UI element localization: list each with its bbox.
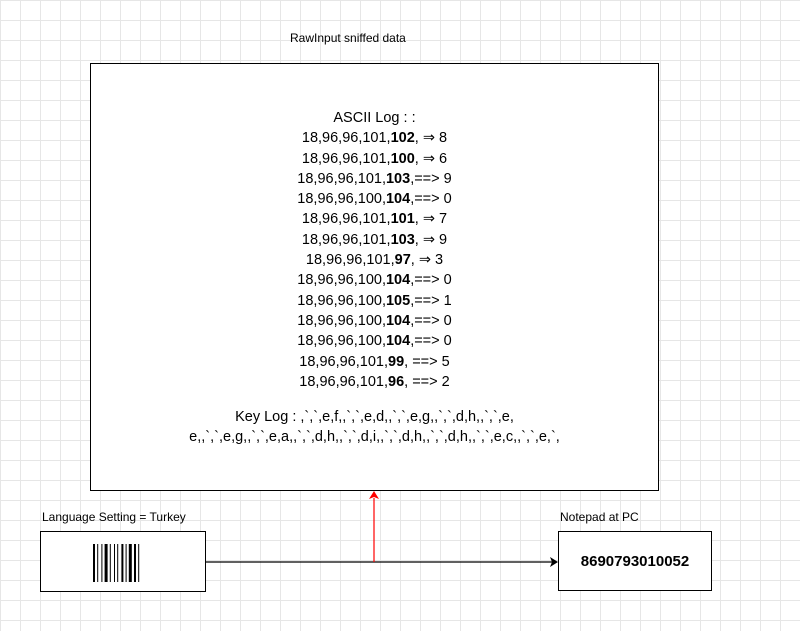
ascii-prefix: 18,96,96,101, (299, 353, 388, 370)
ascii-suffix: , ==> 2 (404, 373, 450, 390)
ascii-code: 99 (388, 353, 405, 370)
ascii-suffix: , ⇒ 3 (410, 252, 444, 269)
ascii-prefix: 18,96,96,100, (297, 292, 386, 309)
ascii-code: 104 (385, 312, 411, 329)
notepad-label: Notepad at PC (560, 510, 639, 524)
ascii-suffix: , ⇒ 7 (414, 211, 448, 228)
ascii-prefix: 18,96,96,100, (297, 333, 386, 350)
ascii-code: 105 (385, 292, 411, 309)
ascii-suffix: ,==> 9 (410, 170, 452, 187)
ascii-suffix: , ⇒ 8 (414, 130, 448, 147)
ascii-prefix: 18,96,96,101, (299, 373, 388, 390)
ascii-code: 104 (385, 272, 411, 289)
ascii-prefix: 18,96,96,101, (301, 211, 391, 228)
ascii-log-heading: ASCII Log : : (333, 110, 416, 126)
ascii-prefix: 18,96,96,100, (297, 312, 386, 329)
ascii-prefix: 18,96,96,100, (297, 191, 386, 208)
ascii-suffix: ,==> 0 (410, 272, 452, 289)
ascii-code: 102 (390, 130, 415, 147)
ascii-suffix: ,==> 0 (410, 333, 452, 350)
ascii-code: 104 (385, 333, 411, 350)
ascii-suffix: , ==> 5 (404, 353, 450, 370)
diagram-title: RawInput sniffed data (290, 31, 406, 45)
ascii-code: 103 (390, 231, 415, 248)
ascii-prefix: 18,96,96,101, (301, 150, 391, 167)
ascii-code: 101 (390, 211, 415, 228)
ascii-code: 100 (390, 150, 415, 167)
ascii-suffix: ,==> 0 (410, 191, 452, 208)
ascii-prefix: 18,96,96,100, (297, 272, 386, 289)
ascii-code: 104 (385, 191, 411, 208)
ascii-prefix: 18,96,96,101, (301, 130, 391, 147)
ascii-code: 97 (394, 252, 411, 269)
ascii-suffix: , ⇒ 6 (414, 150, 448, 167)
language-setting-label: Language Setting = Turkey (42, 510, 186, 524)
notepad-value: 8690793010052 (580, 552, 690, 570)
key-log-line: e,,`,`,e,g,,`,`,e,a,,`,`,d,h,,`,`,d,i,,`,`,d,h,,`,`,d,h,,`,`,e,c,,`,`,e,`, (189, 429, 560, 445)
ascii-suffix: ,==> 0 (410, 312, 452, 329)
ascii-code: 96 (388, 373, 405, 390)
ascii-prefix: 18,96,96,101, (297, 170, 386, 187)
ascii-suffix: , ⇒ 9 (414, 231, 448, 248)
key-log-line: Key Log : ,`,`,e,f,,`,`,e,d,,`,`,e,g,,`,`,d,h,,`,`,e, (235, 409, 514, 425)
ascii-prefix: 18,96,96,101, (305, 252, 395, 269)
ascii-code: 103 (385, 170, 411, 187)
ascii-suffix: ,==> 1 (410, 292, 452, 309)
red-arrowhead-icon (369, 491, 379, 499)
ascii-prefix: 18,96,96,101, (301, 231, 391, 248)
